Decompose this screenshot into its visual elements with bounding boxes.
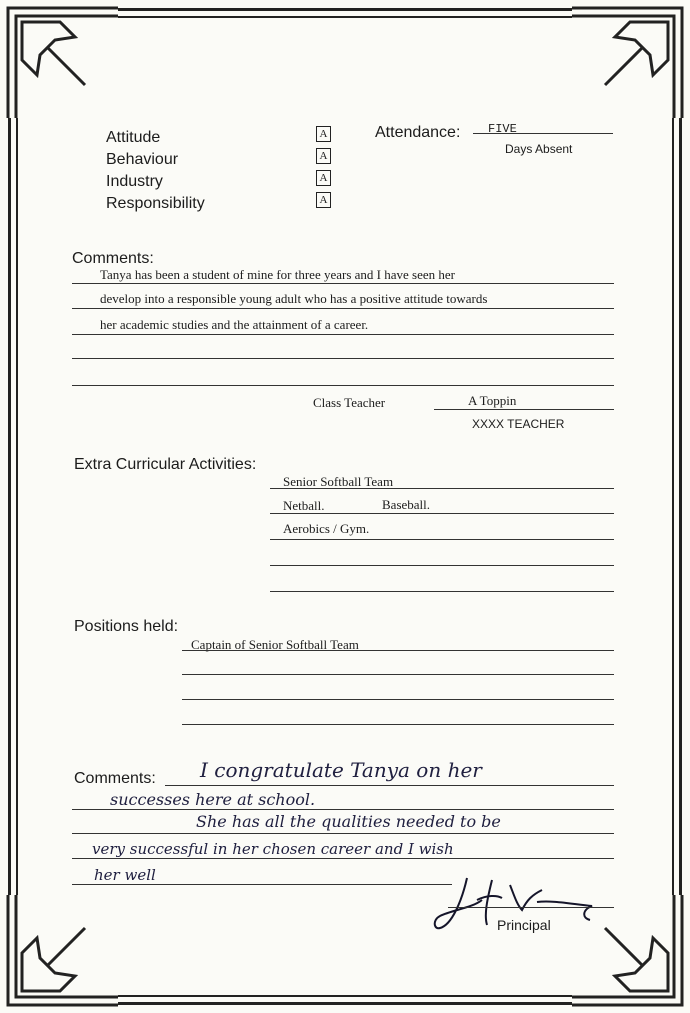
rating-box-attitude: A bbox=[316, 126, 331, 142]
attendance-caption: Days Absent bbox=[505, 142, 573, 156]
teacher-comment-line-2: develop into a responsible young adult who has a positive attitude towards bbox=[100, 291, 488, 306]
rating-label-responsibility: Responsibility bbox=[106, 195, 205, 212]
rule bbox=[72, 884, 452, 885]
border-bottom-inner bbox=[118, 995, 572, 997]
attendance-label: Attendance: bbox=[375, 124, 461, 141]
rating-box-behaviour: A bbox=[316, 148, 331, 164]
rule bbox=[182, 724, 614, 725]
teacher-comments-label: Comments: bbox=[72, 250, 154, 267]
rule bbox=[72, 308, 614, 309]
rating-label-behaviour: Behaviour bbox=[106, 151, 179, 168]
principal-comment-line-5: her well bbox=[94, 866, 156, 884]
rule bbox=[182, 650, 614, 651]
class-teacher-label: Class Teacher bbox=[313, 395, 386, 410]
corner-ornament-bottom-left bbox=[0, 893, 120, 1013]
attendance-value: FIVE bbox=[488, 122, 517, 136]
rule bbox=[72, 858, 614, 859]
rule bbox=[270, 539, 614, 540]
positions-label: Positions held: bbox=[74, 618, 179, 635]
extra-curricular-label: Extra Curricular Activities: bbox=[74, 456, 257, 473]
principal-comment-line-4: very successful in her chosen career and I wish bbox=[92, 840, 454, 858]
teacher-comment-line-1: Tanya has been a student of mine for three years and I have seen her bbox=[100, 267, 455, 282]
activity-line-1: Senior Softball Team bbox=[283, 474, 394, 489]
rule bbox=[270, 488, 614, 489]
teacher-comment-line-3: her academic studies and the attainment of a career. bbox=[100, 317, 369, 332]
border-right-inner bbox=[672, 118, 674, 895]
rule bbox=[72, 385, 614, 386]
rule bbox=[270, 513, 614, 514]
border-bottom bbox=[118, 1002, 572, 1005]
rule bbox=[182, 674, 614, 675]
teacher-signature-line bbox=[434, 409, 614, 410]
rule bbox=[182, 699, 614, 700]
teacher-role: XXXX TEACHER bbox=[472, 417, 565, 431]
rule bbox=[72, 833, 614, 834]
rating-box-industry: A bbox=[316, 170, 331, 186]
rule bbox=[270, 591, 614, 592]
attendance-line bbox=[473, 133, 613, 134]
principal-comment-line-2: successes here at school. bbox=[110, 790, 316, 809]
rating-box-responsibility: A bbox=[316, 192, 331, 208]
rule bbox=[72, 809, 614, 810]
rule bbox=[72, 334, 614, 335]
activity-netball: Netball. bbox=[283, 498, 325, 513]
position-value: Captain of Senior Softball Team bbox=[191, 637, 359, 652]
border-left bbox=[8, 118, 11, 895]
principal-role: Principal bbox=[497, 917, 551, 933]
principal-comment-line-3: She has all the qualities needed to be bbox=[196, 812, 501, 831]
corner-ornament-top-left bbox=[0, 0, 120, 120]
border-right bbox=[679, 118, 682, 895]
rule bbox=[72, 358, 614, 359]
border-top bbox=[118, 8, 572, 11]
rule bbox=[270, 565, 614, 566]
corner-ornament-top-right bbox=[570, 0, 690, 120]
border-top-inner bbox=[118, 16, 572, 18]
rating-label-attitude: Attitude bbox=[106, 129, 161, 146]
class-teacher-name: A Toppin bbox=[468, 393, 517, 408]
activity-aerobics: Aerobics / Gym. bbox=[283, 521, 370, 536]
principal-comments-label: Comments: bbox=[74, 770, 156, 787]
border-left-inner bbox=[16, 118, 18, 895]
rule bbox=[165, 785, 614, 786]
rule bbox=[72, 283, 614, 284]
rating-label-industry: Industry bbox=[106, 173, 163, 190]
principal-comment-line-1: I congratulate Tanya on her bbox=[200, 758, 482, 782]
activity-baseball: Baseball. bbox=[382, 497, 431, 512]
principal-signature-line bbox=[448, 907, 614, 908]
